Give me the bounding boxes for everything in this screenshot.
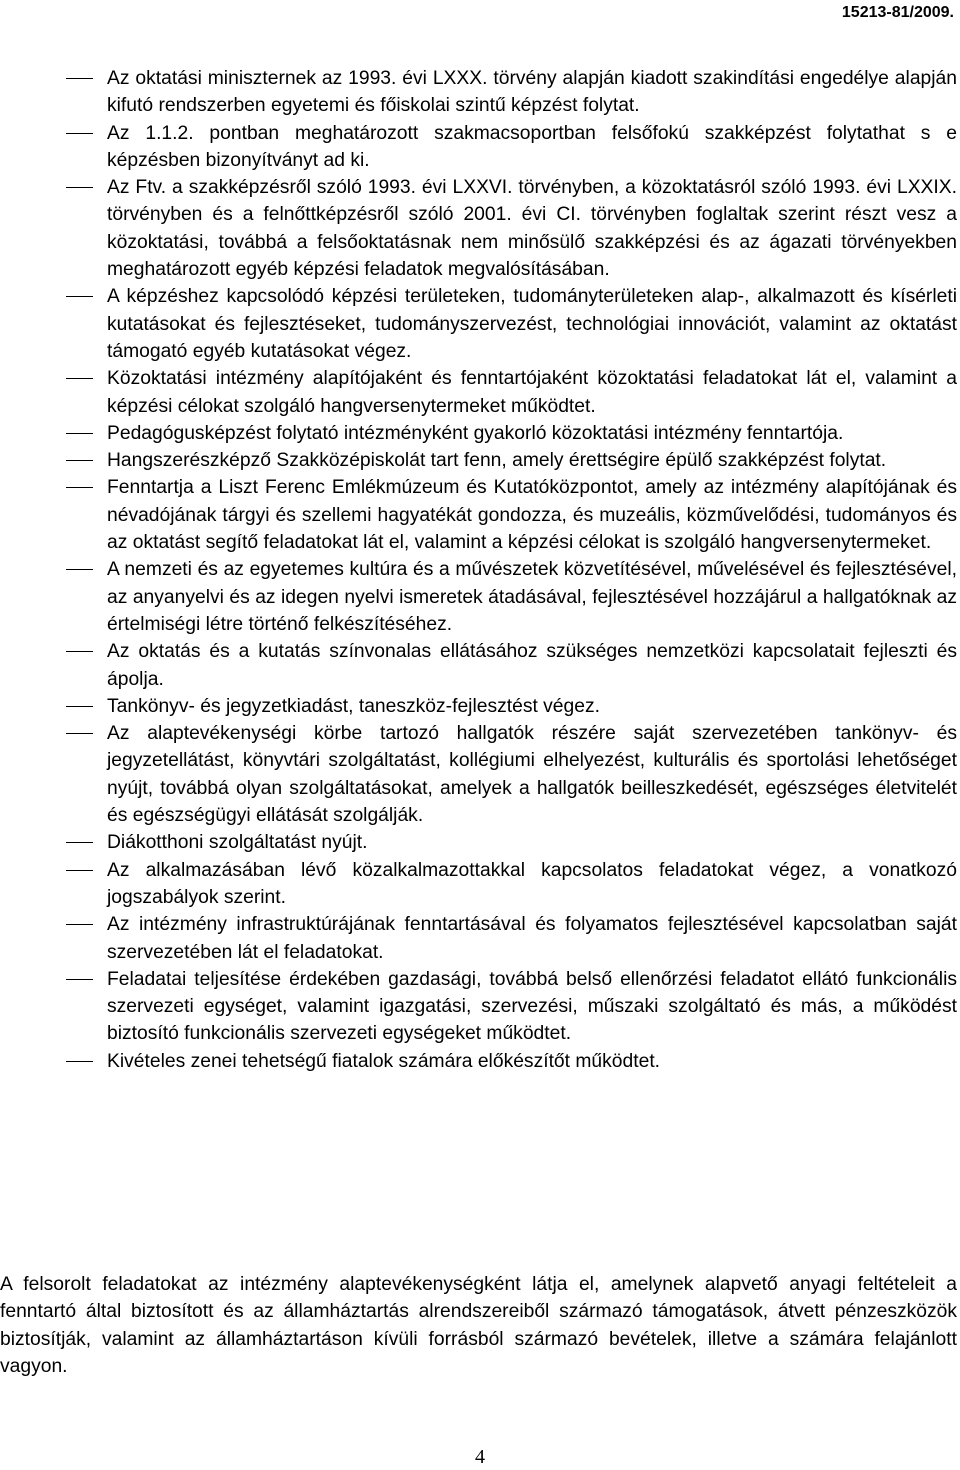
list-item-text: Diákotthoni szolgáltatást nyújt. xyxy=(107,832,368,854)
dash-bullet-icon xyxy=(66,296,93,297)
list-item-text: Kivételes zenei tehetségű fiatalok számára előkészítőt működtet. xyxy=(107,1050,661,1072)
dash-bullet-icon xyxy=(66,133,93,134)
list-item-text: A képzéshez kapcsolódó képzési területeken, tudományterületeken alap-, alkalmazott és kísérleti kutatásokat és fejlesztéseket, tudományszervezést, technológiai innovációt, valamint az oktatást támogató egyéb kutatásokat végez. xyxy=(107,286,957,362)
dash-bullet-icon xyxy=(66,187,93,188)
dash-bullet-icon xyxy=(66,378,93,379)
page-number: 4 xyxy=(475,1446,485,1468)
list-item xyxy=(0,829,960,856)
list-item-text: Fenntartja a Liszt Ferenc Emlékmúzeum és Kutatóközpontot, amely az intézmény alapítójának és névadójának tárgyi és szellemi hagyatékát gondozza, és muzeális, közművelődési, tudományos és az oktatást segítő feladatokat lát el, valamint a képzési célokat is szolgáló hangversenytermeket. xyxy=(107,477,957,554)
list-item xyxy=(0,638,960,693)
list-item-text: Az alkalmazásában lévő közalkalmazottakkal kapcsolatos feladatokat végez, a vonatkozó jogszabályok szerint. xyxy=(107,859,957,908)
list-item xyxy=(0,65,960,120)
list-item-text: Az oktatási miniszternek az 1993. évi LXXX. törvény alapján kiadott szakindítási engedélye alapján kifutó rendszerben egyetemi és főiskolai szintű képzést folytat. xyxy=(107,68,957,117)
dash-bullet-icon xyxy=(66,487,93,488)
dash-bullet-icon xyxy=(66,569,93,570)
list-item xyxy=(0,365,960,420)
list-item-text: Az alaptevékenységi körbe tartozó hallgatók részére saját szervezetében tankönyv- és jegyzetellátást, könyvtári szolgáltatást, kollégiumi elhelyezést, kulturális és sportolási lehetőséget nyújt, továbbá olyan szolgáltatásokat, amelyek a hallgatók beilleszkedését, egészséges életvitelét és egészségügyi ellátását szolgálják. xyxy=(107,723,957,827)
dash-bullet-icon xyxy=(66,78,93,79)
list-item xyxy=(0,420,960,447)
list-item-text: Az oktatás és a kutatás színvonalas ellátásához szükséges nemzetközi kapcsolatait fejleszti és ápolja. xyxy=(107,641,957,690)
dash-bullet-icon xyxy=(66,979,93,980)
list-item-text: A nemzeti és az egyetemes kultúra és a művészetek közvetítésével, művelésével és fejlesztésével, az anyanyelvi és az idegen nyelvi ismeretek átadásával, fejlesztésével hozzájárul a hallgatóknak az értelmiségi létre történő felkészítéséhez. xyxy=(107,559,957,635)
list-item xyxy=(0,447,960,474)
dash-bullet-icon xyxy=(66,706,93,707)
list-item-text: Tankönyv- és jegyzetkiadást, taneszköz-fejlesztést végez. xyxy=(107,695,600,717)
list-item xyxy=(0,556,960,638)
list-item xyxy=(0,474,960,556)
list-item xyxy=(0,120,960,175)
list-item xyxy=(0,1048,960,1075)
list-item xyxy=(0,911,960,966)
list-item-text: Pedagógusképzést folytató intézményként gyakorló közoktatási intézmény fenntartója. xyxy=(107,422,844,444)
list-item-text: Közoktatási intézmény alapítójaként és fenntartójaként közoktatási feladatokat lát el, valamint a képzési célokat szolgáló hangversenytermeket működtet. xyxy=(107,368,957,417)
dash-bullet-icon xyxy=(66,733,93,734)
list-item-text: Az 1.1.2. pontban meghatározott szakmacsoportban felsőfokú szakképzést folytathat s e képzésben bizonyítványt ad ki. xyxy=(107,122,957,171)
dash-bullet-icon xyxy=(66,1061,93,1062)
list-item xyxy=(0,857,960,912)
list-item xyxy=(0,174,960,283)
list-item xyxy=(0,966,960,1048)
list-item-text: Az Ftv. a szakképzésről szóló 1993. évi LXXVI. törvényben, a közoktatásról szóló 1993. évi LXXIX. törvényben és a felnőttképzésről szóló 2001. évi CI. törvényben foglaltak szerint részt vesz a közoktatási, továbbá a felsőoktatásnak nem minősülő szakképzési és az ágazati törvényekben meghatározott egyéb képzési feladatok megvalósításában. xyxy=(107,177,957,281)
list-item xyxy=(0,720,960,829)
dash-bullet-icon xyxy=(66,870,93,871)
document-id: 15213-81/2009. xyxy=(841,4,954,21)
dash-bullet-icon xyxy=(66,924,93,925)
dash-bullet-icon xyxy=(66,651,93,652)
task-list xyxy=(0,65,960,1075)
list-item-text: Feladatai teljesítése érdekében gazdasági, továbbá belső ellenőrzési feladatot ellátó funkcionális szervezeti egységet, valamint igazgatási, szervezési, műszaki szolgáltató és más, a működést biztosító funkcionális szervezeti egységeket működtet. xyxy=(107,968,957,1045)
list-item-text: Hangszerészképző Szakközépiskolát tart fenn, amely érettségire épülő szakképzést folytat. xyxy=(107,450,887,472)
list-item xyxy=(0,693,960,720)
list-item-text: Az intézmény infrastruktúrájának fenntartásával és folyamatos fejlesztésével kapcsolatban saját szervezetében lát el feladatokat. xyxy=(107,914,957,963)
dash-bullet-icon xyxy=(66,433,93,434)
list-item xyxy=(0,283,960,365)
dash-bullet-icon xyxy=(66,842,93,843)
closing-paragraph: A felsorolt feladatokat az intézmény alaptevékenységként látja el, amelynek alapvető anyagi feltételeit a fenntartó által biztosított és az államháztartás alrendszereiből származó támogatások, átvett pénzeszközök biztosítják, valamint az államháztartáson kívüli forrásból származó bevételek, illetve a számára felajánlott vagyon. xyxy=(0,1274,957,1377)
dash-bullet-icon xyxy=(66,460,93,461)
